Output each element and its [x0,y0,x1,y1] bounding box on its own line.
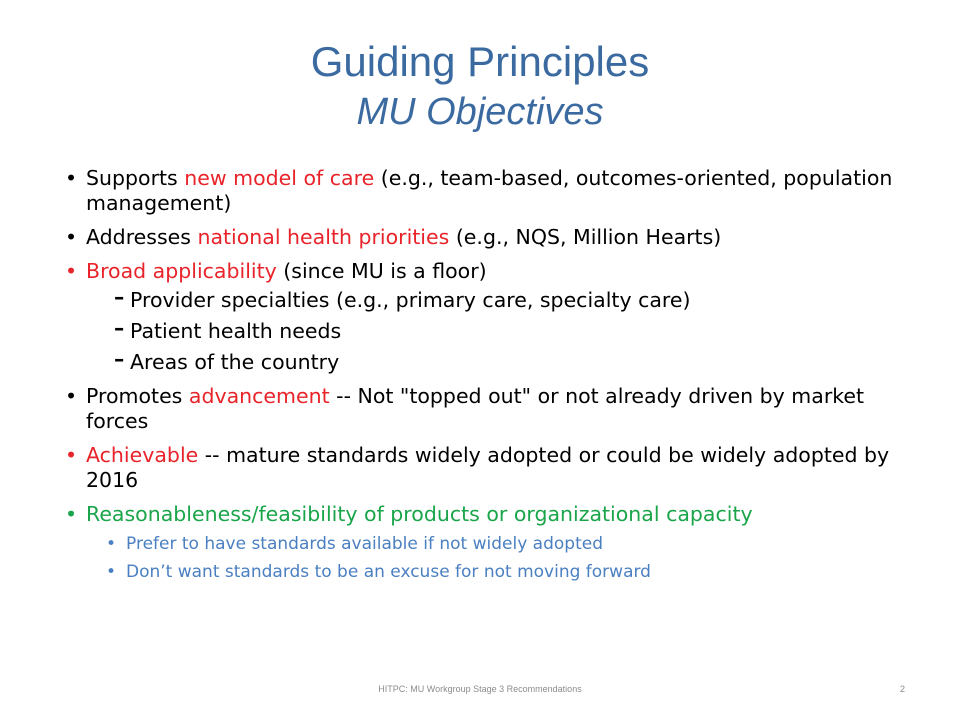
bullet-marker: • [65,443,78,467]
bullet-marker: • [65,259,78,283]
sub-bullet-text: Prefer to have standards available if not widely adopted [126,534,603,554]
bullet-highlight: new model of care [184,166,375,190]
page-number: 2 [900,684,906,694]
sub-bullet-patient-health-needs [0,316,960,344]
slide-title-block [0,36,960,136]
bullet-text: Reasonableness/feasibility of products or organizational capacity [86,502,753,526]
bullet-marker: • [106,534,117,554]
bullet-national-health-priorities [0,225,916,250]
sub-bullet-text: Areas of the country [130,350,340,374]
bullet-marker: • [106,562,117,582]
slide-title: Guiding Principles [310,38,650,85]
bullet-list [0,166,960,589]
sub-bullet-prefer-standards [0,533,960,555]
sub-bullet-provider-specialties [0,285,960,313]
bullet-text-post: (e.g., team-based, outcomes-oriented, population management) [86,166,893,215]
sub-bullet-areas-of-country [0,347,960,375]
bullet-highlight: Broad applicability [86,259,277,283]
dash-marker: – [114,285,125,309]
sub-bullet-text: Patient health needs [130,319,342,343]
bullet-highlight: Achievable [86,443,199,467]
slide-footer: HITPC: MU Workgroup Stage 3 Recommendations [378,684,582,694]
sub-bullet-standards-excuse [0,561,960,583]
bullet-new-model-of-care [0,166,916,216]
dash-marker: – [114,347,125,371]
bullet-marker: • [65,384,78,408]
slide-subtitle: MU Objectives [356,91,604,133]
bullet-broad-applicability [0,259,916,284]
bullet-text-post: -- mature standards widely adopted or could be widely adopted by 2016 [86,443,890,492]
bullet-text-post: -- Not "topped out" or not already driven by market forces [86,384,865,433]
bullet-marker: • [65,502,78,526]
bullet-marker: • [65,225,78,249]
dash-marker: – [114,316,125,340]
bullet-marker: • [65,166,78,190]
sub-bullet-text: Don’t want standards to be an excuse for not moving forward [126,562,651,582]
bullet-highlight: advancement [188,384,330,408]
bullet-text-pre: Supports [86,166,185,190]
bullet-reasonableness-feasibility [0,502,916,527]
sub-bullet-text: Provider specialties (e.g., primary care, specialty care) [130,288,691,312]
bullet-text-post: (since MU is a floor) [276,259,487,283]
bullet-text-pre: Addresses [86,225,198,249]
bullet-text-post: (e.g., NQS, Million Hearts) [449,225,722,249]
bullet-achievable [0,443,916,493]
bullet-highlight: national health priorities [197,225,450,249]
bullet-advancement [0,384,916,434]
bullet-text-pre: Promotes [86,384,189,408]
